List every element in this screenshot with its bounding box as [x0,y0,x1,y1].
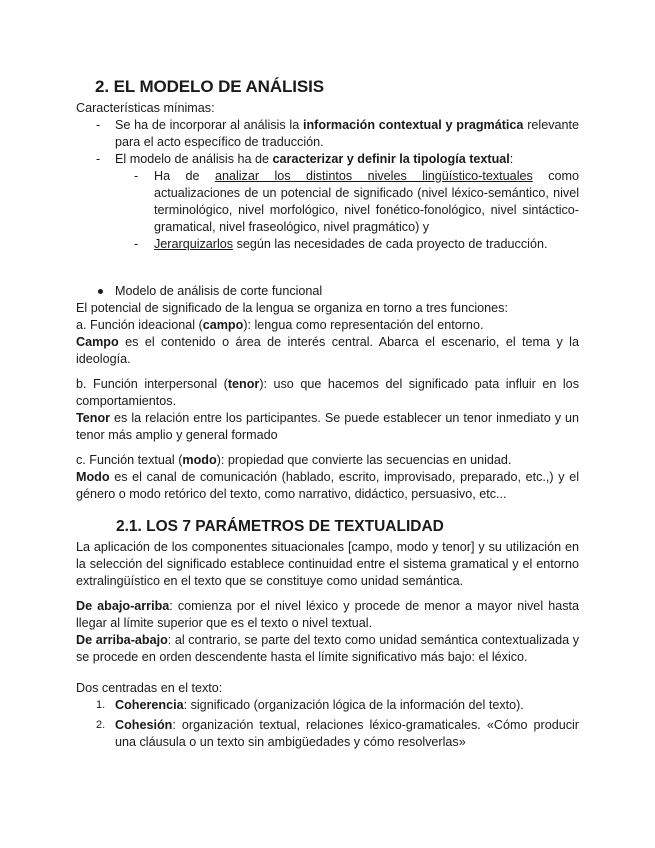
paragraph: Modo es el canal de comunicación (hablado, escrito, improvisado, preparado, etc.,) y el género o modo retórico del texto, como narrativo, didáctico, persuasivo, etc... [76,470,579,501]
list-item: - Ha de analizar los distintos niveles lingüístico-textuales como actualizaciones de un potencial de significado (nivel léxico-semántico, nivel terminológico, nivel morfológico, nivel fonético-fonológico, nivel sintáctico-gramatical, nivel fraseológico, nivel pragmático) y [76,168,579,236]
paragraph: Dos centradas en el texto: [76,681,223,695]
list-item: - Jerarquizarlos según las necesidades de cada proyecto de traducción. [76,236,579,253]
requirements-list [76,117,579,168]
list-item: - Se ha de incorporar al análisis la información contextual y pragmática relevante para el acto específico de traducción. [76,117,579,151]
bullet-item: Modelo de análisis de corte funcional [76,283,579,300]
paragraph: De arriba-abajo: al contrario, se parte del texto como unidad semántica contextualizada y se procede en orden descendente hasta el límite significativo más bajo: el léxico. [76,633,579,664]
subsection-heading: 2.1. LOS 7 PARÁMETROS DE TEXTUALIDAD [116,518,444,535]
numbered-list [76,697,579,751]
sub-list [76,168,579,253]
list-item: 1. Coherencia: significado (organización lógica de la información del texto). [96,698,524,712]
list-item: 2. Cohesión: organización textual, relaciones léxico-gramaticales. «Cómo producir una cláusula o un texto sin ambigüedades y cómo resolverlas» [96,718,579,749]
paragraph: Tenor es la relación entre los participantes. Se puede establecer un tenor inmediato y un tenor más amplio y general formado [76,411,579,442]
paragraph: b. Función interpersonal (tenor): uso que hacemos del significado pata influir en los comportamientos. [76,377,579,408]
bold-text: caracterizar y definir la tipología textual [272,152,510,166]
paragraph: De abajo-arriba: comienza por el nivel léxico y procede de menor a mayor nivel hasta llegar al límite superior que es el texto o nivel textual. [76,599,579,630]
list-item: - El modelo de análisis ha de caracterizar y definir la tipología textual: [76,151,579,168]
paragraph: La aplicación de los componentes situacionales [campo, modo y tenor] y su utilización en la selección del significado establece continuidad entre el sistema gramatical y el entorno extralingüístico en el texto que se constituye como unidad semántica. [76,540,579,588]
underlined-text: Jerarquizarlos [154,237,234,251]
paragraph: a. Función ideacional (campo): lengua como representación del entorno. [76,318,484,332]
paragraph: Campo es el contenido o área de interés central. Abarca el escenario, el tema y la ideología. [76,335,579,366]
paragraph: c. Función textual (modo): propiedad que convierte las secuencias en unidad. [76,453,512,467]
paragraph: El potencial de significado de la lengua se organiza en torno a tres funciones: [76,301,508,315]
underlined-text: analizar los distintos niveles lingüístico-textuales [214,169,533,183]
intro-text: Características mínimas: [76,101,215,115]
bold-text: información contextual y pragmática [302,118,524,132]
section-heading: 2. EL MODELO DE ANÁLISIS [95,77,325,96]
